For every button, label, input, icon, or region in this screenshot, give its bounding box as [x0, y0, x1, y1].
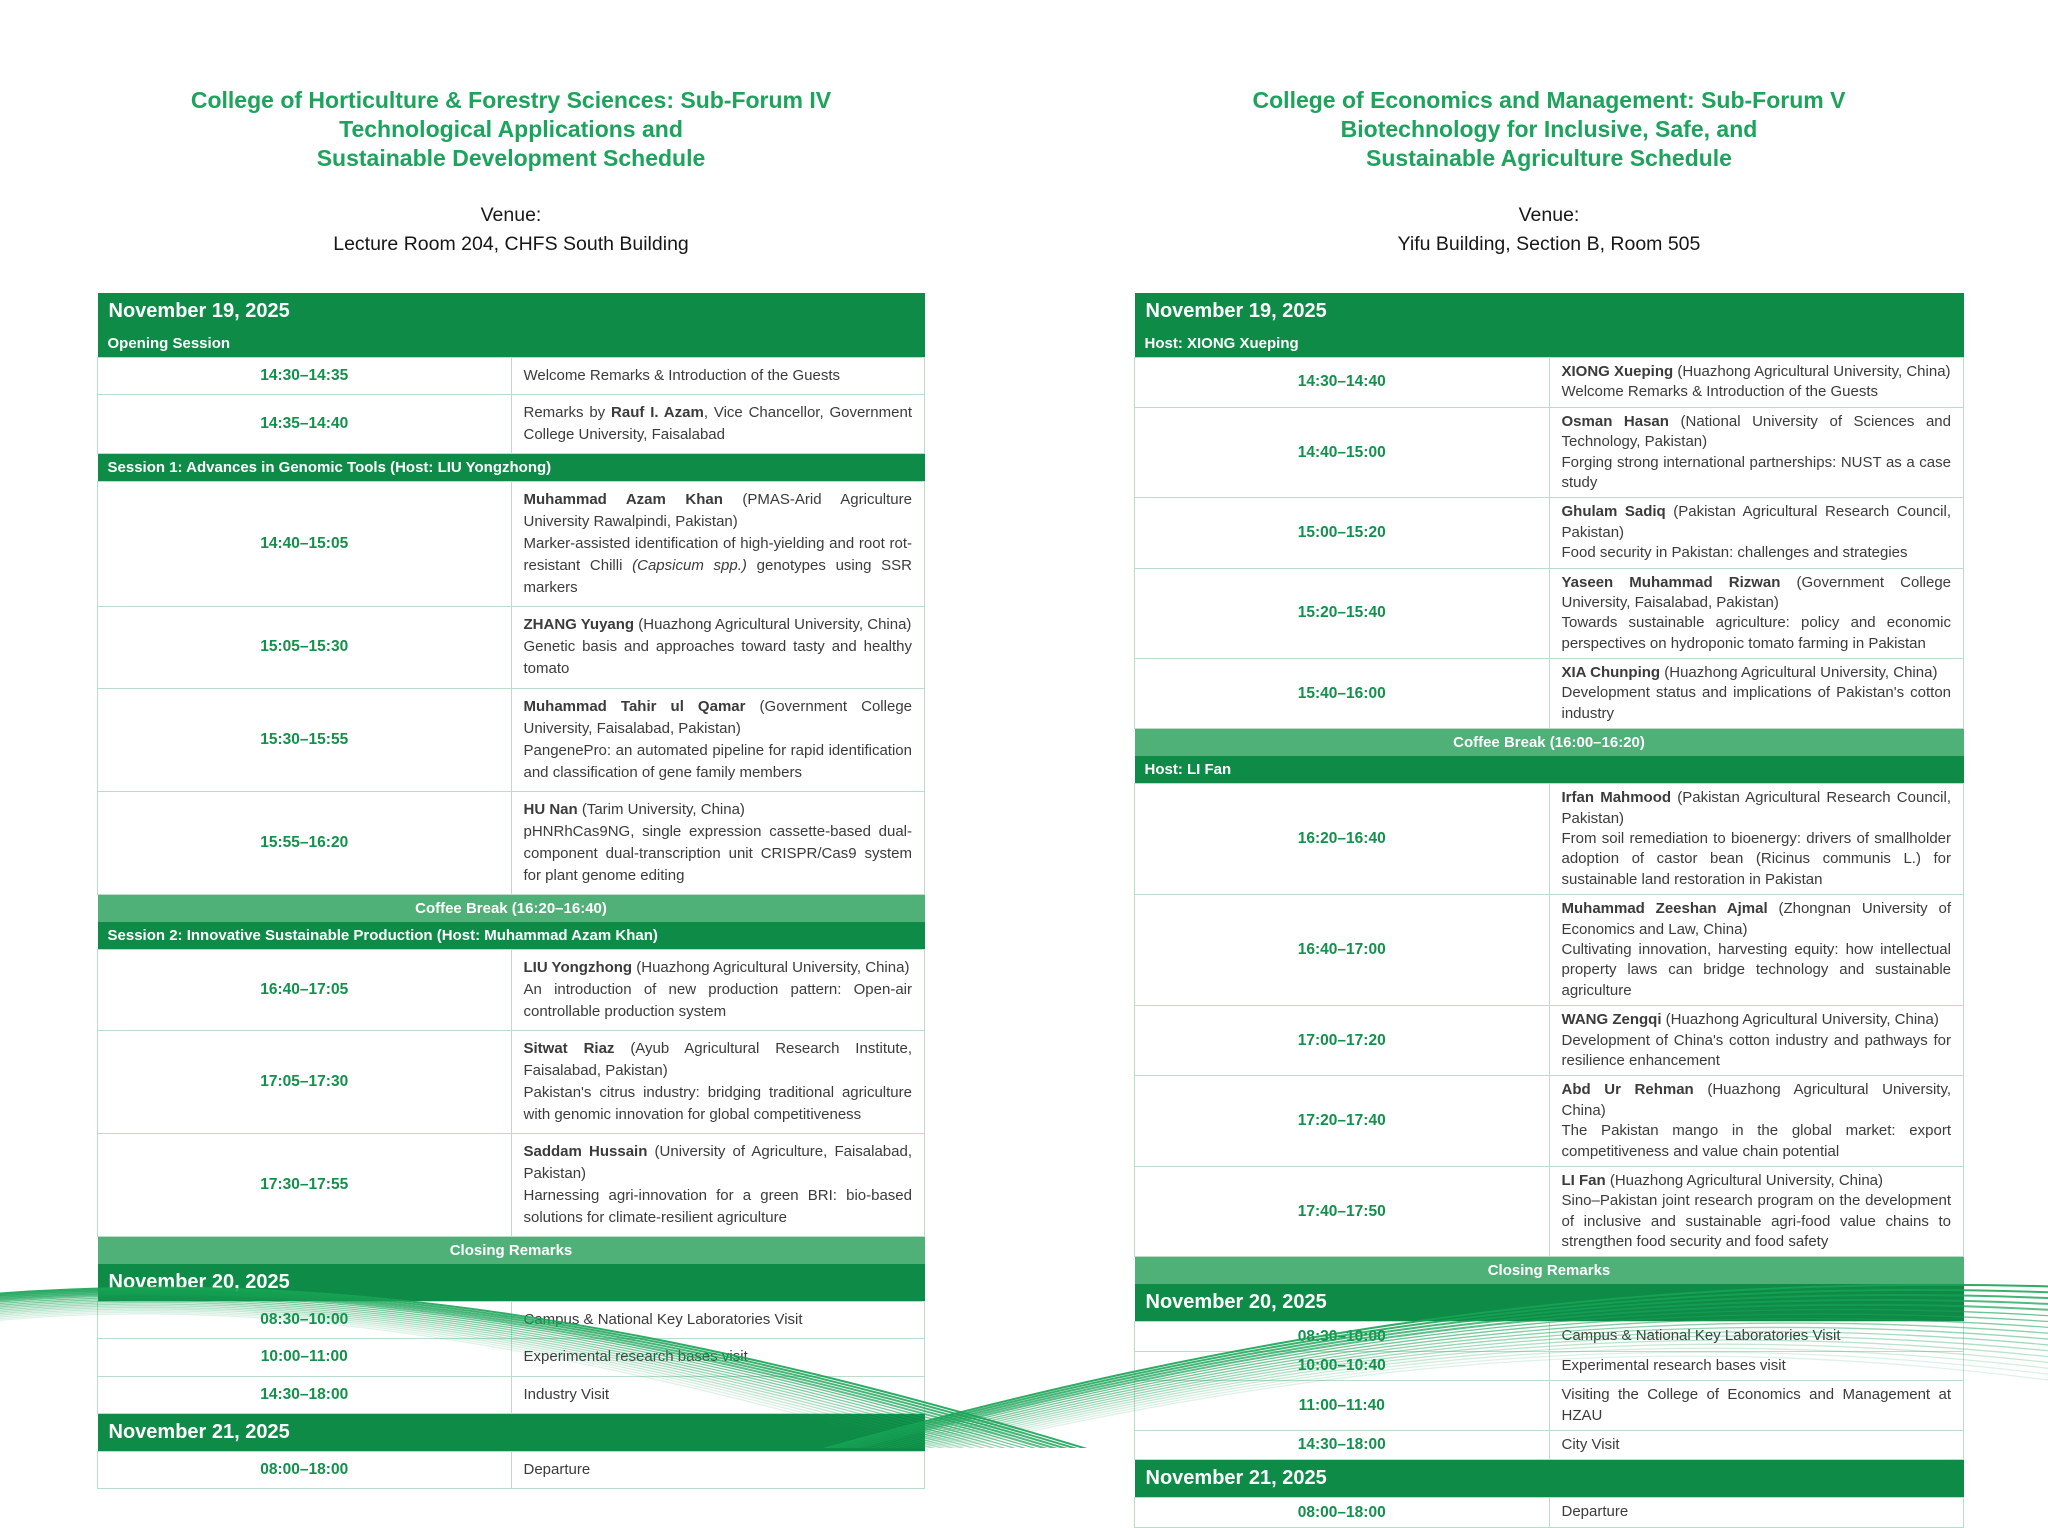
event-text: PangenePro: an automated pipeline for rapid identification and classification of gene family members [523, 741, 912, 781]
event-line [524, 614, 913, 636]
event-text: An introduction of new production pattern: Open-air controllable production system [523, 980, 912, 1020]
venue-label: Venue: [1518, 204, 1580, 226]
time-cell: 11:00–11:40 [1135, 1381, 1550, 1431]
event-line [1562, 573, 1952, 614]
event-line [524, 365, 913, 387]
session-header-row [98, 330, 925, 358]
event-line [1562, 502, 1952, 543]
event-cell [1549, 498, 1964, 568]
time-cell: 16:20–16:40 [1135, 784, 1550, 895]
break-label: Closing Remarks [98, 1237, 925, 1265]
date-label: November 20, 2025 [1135, 1284, 1964, 1322]
session-header-row [1135, 756, 1964, 784]
wave-line [0, 1299, 1180, 1448]
event-cell [1549, 568, 1964, 659]
event-line [524, 1185, 913, 1229]
event-line [524, 489, 913, 533]
speaker-name: Yaseen Muhammad Rizwan [1561, 573, 1781, 591]
date-label: November 20, 2025 [98, 1264, 925, 1302]
event-line [1562, 940, 1952, 1001]
date-header-row [1135, 293, 1964, 330]
event-cell [511, 1134, 925, 1237]
time-cell: 14:40–15:00 [1135, 407, 1550, 498]
venue-block [1134, 201, 1964, 259]
speaker-name: XIONG Xueping [1561, 363, 1674, 380]
event-text: (PMAS-Arid Agriculture University Rawalpindi, Pakistan) [523, 491, 912, 531]
event-cell [511, 358, 925, 395]
time-cell: 14:30–14:40 [1135, 358, 1550, 408]
speaker-name: Sitwat Riaz [523, 1040, 615, 1058]
speaker-name: Muhammad Zeeshan Ajmal [1561, 900, 1768, 918]
event-line [1562, 1031, 1952, 1072]
date-label: November 19, 2025 [98, 293, 925, 330]
event-text: (Huazhong Agricultural University, China) [1673, 363, 1951, 380]
event-cell [511, 1451, 925, 1488]
time-cell: 08:30–10:00 [1135, 1322, 1550, 1351]
event-line [1562, 829, 1952, 890]
session-label: Host: XIONG Xueping [1135, 330, 1964, 358]
forum-title-line: Technological Applications and [339, 116, 683, 142]
break-label: Coffee Break (16:20–16:40) [98, 894, 925, 922]
event-text: Departure [523, 1460, 591, 1478]
event-line [524, 1459, 913, 1481]
event-text: Experimental research bases visit [1561, 1356, 1786, 1374]
speaker-name: XIA Chunping [1561, 664, 1661, 682]
wave-line [750, 1332, 2048, 1448]
event-cell [511, 791, 925, 894]
event-line [524, 821, 913, 887]
session-header-row [98, 454, 925, 482]
event-text: Marker-assisted identification of high-yielding and root rot-resistant Chilli [523, 535, 912, 575]
schedule-row [1135, 784, 1964, 895]
time-cell: 15:05–15:30 [98, 607, 512, 688]
event-line [524, 1082, 913, 1126]
time-cell: 14:30–18:00 [1135, 1431, 1550, 1460]
event-text: (Tarim University, China) [577, 800, 745, 818]
event-text: (National University of Sciences and Technology, Pakistan) [1561, 412, 1951, 451]
forum-title [97, 86, 925, 173]
event-text: Harnessing agri-innovation for a green BRI: bio-based solutions for climate-resilient agriculture [523, 1187, 912, 1227]
event-cell [1549, 784, 1964, 895]
event-cell [1549, 1006, 1964, 1076]
time-cell: 10:00–11:00 [98, 1339, 512, 1376]
time-cell: 14:40–15:05 [98, 482, 512, 607]
time-cell: 14:30–14:35 [98, 358, 512, 395]
speaker-name: Ghulam Sadiq [1561, 503, 1666, 521]
time-cell: 17:40–17:50 [1135, 1166, 1550, 1257]
event-cell [1549, 895, 1964, 1006]
time-cell: 15:30–15:55 [98, 688, 512, 791]
time-cell: 17:05–17:30 [98, 1031, 512, 1134]
time-cell: 08:00–18:00 [1135, 1498, 1550, 1527]
event-text: Visiting the College of Economics and Management at HZAU [1561, 1386, 1951, 1424]
event-text: Campus & National Key Laboratories Visit [1561, 1327, 1841, 1345]
event-cell [1549, 1076, 1964, 1167]
speaker-name: ZHANG Yuyang [523, 616, 635, 634]
event-text: (Government College University, Faisalabad, Pakistan) [523, 697, 913, 737]
speaker-name: Osman Hasan [1561, 412, 1669, 430]
event-text: Pakistan's citrus industry: bridging traditional agriculture with genomic innovation for global competitiveness [523, 1084, 912, 1124]
session-label: Opening Session [98, 330, 925, 358]
event-text: Sino–Pakistan joint research program on the development of inclusive and sustainable agri-food value chains to strengthen food security and food safety [1561, 1192, 1951, 1251]
event-line [1562, 788, 1952, 829]
event-text: Industry Visit [523, 1385, 610, 1403]
break-label: Coffee Break (16:00–16:20) [1135, 729, 1964, 757]
event-line [524, 533, 913, 599]
event-cell [1549, 407, 1964, 498]
event-text: Development of China's cotton industry and pathways for resilience enhancement [1561, 1031, 1951, 1069]
event-text: (Pakistan Agricultural Research Council, Pakistan) [1561, 503, 1951, 541]
date-label: November 21, 2025 [1135, 1460, 1964, 1498]
event-line [1562, 899, 1952, 940]
time-cell: 15:00–15:20 [1135, 498, 1550, 568]
event-line [1562, 1121, 1952, 1162]
event-text: genotypes using SSR markers [523, 557, 912, 597]
event-cell [511, 607, 925, 688]
event-line [1562, 1080, 1952, 1121]
event-cell [1549, 659, 1964, 729]
schedule-row [98, 1134, 925, 1237]
event-cell [511, 949, 925, 1030]
session-label: Session 2: Innovative Sustainable Production (Host: Muhammad Azam Khan) [98, 922, 925, 950]
session-header-row [1135, 330, 1964, 358]
break-header-row [1135, 729, 1964, 757]
wave-line [0, 1297, 1180, 1448]
event-text: , Vice Chancellor, Government College University, Faisalabad [523, 404, 912, 444]
forum-title-line: Sustainable Agriculture Schedule [1366, 145, 1732, 171]
event-text: pHNRhCas9NG, single expression cassette-based dual-component dual-transcription unit CRISPR/Cas9 system for plant genome editing [523, 822, 912, 884]
forum-title-line: College of Economics and Management: Sub-Forum V [1252, 87, 1846, 113]
schedule-row [1135, 358, 1964, 408]
speaker-name: Muhammad Azam Khan [523, 491, 723, 509]
forum-title-line: Biotechnology for Inclusive, Safe, and [1340, 116, 1758, 142]
venue-label: Venue: [480, 204, 542, 226]
schedule-row [1135, 1076, 1964, 1167]
event-text: (Government College University, Faisalabad, Pakistan) [1561, 573, 1952, 611]
event-line [1562, 382, 1952, 402]
event-line [1562, 1171, 1952, 1191]
event-line [1562, 1010, 1952, 1030]
schedule-row [98, 949, 925, 1030]
speaker-name: Abd Ur Rehman [1561, 1081, 1694, 1099]
forum-title [1134, 86, 1964, 173]
time-cell: 10:00–10:40 [1135, 1351, 1550, 1380]
schedule-row [1135, 568, 1964, 659]
date-label: November 19, 2025 [1135, 293, 1964, 330]
date-label: November 21, 2025 [98, 1413, 925, 1451]
event-text: (Zhongnan University of Economics and Law, China) [1561, 900, 1951, 938]
event-cell [511, 395, 925, 454]
schedule-row [98, 1031, 925, 1134]
time-cell: 14:30–18:00 [98, 1376, 512, 1413]
speaker-name: Rauf I. Azam [611, 404, 704, 422]
speaker-name: LIU Yongzhong [523, 958, 633, 976]
event-text: (Capsicum spp.) [632, 557, 747, 575]
time-cell: 16:40–17:05 [98, 949, 512, 1030]
time-cell: 15:40–16:00 [1135, 659, 1550, 729]
time-cell: 17:20–17:40 [1135, 1076, 1550, 1167]
event-line [1562, 362, 1952, 382]
venue-location: Lecture Room 204, CHFS South Building [333, 233, 689, 255]
schedule-row [1135, 1006, 1964, 1076]
event-text: Experimental research bases visit [523, 1348, 748, 1366]
time-cell: 15:20–15:40 [1135, 568, 1550, 659]
event-line [1562, 1191, 1952, 1252]
event-line [524, 696, 913, 740]
schedule-row [98, 607, 925, 688]
event-line [524, 1038, 913, 1082]
event-cell [1549, 1166, 1964, 1257]
event-cell [511, 482, 925, 607]
schedule-row [98, 1451, 925, 1488]
speaker-name: Saddam Hussain [523, 1143, 648, 1161]
event-text: Food security in Pakistan: challenges and strategies [1561, 544, 1908, 562]
event-text: The Pakistan mango in the global market: export competitiveness and value chain potential [1561, 1122, 1951, 1160]
event-text: From soil remediation to bioenergy: drivers of smallholder adoption of castor bean (Ricinus communis L.) for sustainable land restoration in Pakistan [1561, 830, 1951, 888]
event-line [1562, 683, 1952, 724]
time-cell: 17:30–17:55 [98, 1134, 512, 1237]
event-text: (Huazhong Agricultural University, China) [1660, 664, 1938, 682]
event-line [1562, 453, 1952, 494]
event-line [524, 799, 913, 821]
event-cell [1549, 1498, 1964, 1527]
event-text: (Ayub Agricultural Research Institute, Faisalabad, Pakistan) [523, 1040, 913, 1080]
event-line [524, 636, 913, 680]
schedule-row [98, 791, 925, 894]
date-header-row [1135, 1460, 1964, 1498]
venue-block [97, 201, 925, 259]
date-header-row [98, 293, 925, 330]
event-text: Forging strong international partnerships: NUST as a case study [1561, 453, 1951, 491]
schedule-row [98, 482, 925, 607]
event-line [524, 979, 913, 1023]
event-text: (Huazhong Agricultural University, China) [634, 616, 912, 634]
event-text: Campus & National Key Laboratories Visit [523, 1311, 803, 1329]
forum-title-line: Sustainable Development Schedule [316, 145, 706, 171]
time-cell: 17:00–17:20 [1135, 1006, 1550, 1076]
event-text: (University of Agriculture, Faisalabad, Pakistan) [523, 1143, 912, 1183]
event-line [524, 957, 913, 979]
session-label: Session 1: Advances in Genomic Tools (Host: LIU Yongzhong) [98, 454, 925, 482]
event-text: (Huazhong Agricultural University, China) [1661, 1011, 1939, 1029]
schedule-row [1135, 659, 1964, 729]
time-cell: 14:35–14:40 [98, 395, 512, 454]
schedule-row [1135, 1498, 1964, 1527]
break-header-row [98, 894, 925, 922]
event-text: Towards sustainable agriculture: policy and economic perspectives on hydroponic tomato farming in Pakistan [1561, 614, 1951, 652]
session-header-row [98, 922, 925, 950]
time-cell: 08:00–18:00 [98, 1451, 512, 1488]
event-text: Welcome Remarks & Introduction of the Guests [1561, 383, 1879, 401]
time-cell: 16:40–17:00 [1135, 895, 1550, 1006]
speaker-name: HU Nan [523, 800, 578, 818]
event-cell [511, 688, 925, 791]
schedule-row [98, 688, 925, 791]
schedule-row [1135, 498, 1964, 568]
event-line [524, 740, 913, 784]
event-text: (Huazhong Agricultural University, China) [632, 958, 910, 976]
schedule-row [98, 395, 925, 454]
event-cell [511, 1031, 925, 1134]
schedule-row [1135, 407, 1964, 498]
event-text: Cultivating innovation, harvesting equity: how intellectual property laws can bridge technology and sustainable agriculture [1561, 940, 1951, 999]
event-text: Remarks by [523, 404, 612, 422]
decorative-wave-graphic [0, 1253, 2048, 1448]
event-text: (Huazhong Agricultural University, China) [1561, 1081, 1952, 1119]
break-label: Closing Remarks [1135, 1257, 1964, 1285]
speaker-name: Irfan Mahmood [1561, 789, 1672, 807]
event-text: Genetic basis and approaches toward tasty and healthy tomato [523, 638, 912, 678]
schedule-row [98, 358, 925, 395]
event-text: Departure [1561, 1503, 1629, 1521]
event-line [1562, 1502, 1952, 1522]
wave-line [0, 1301, 1180, 1448]
forum-title-line: College of Horticulture & Forestry Sciences: Sub-Forum IV [190, 87, 832, 113]
time-cell: 08:30–10:00 [98, 1302, 512, 1339]
event-text: City Visit [1561, 1436, 1620, 1454]
speaker-name: WANG Zengqi [1561, 1011, 1662, 1029]
event-cell [1549, 358, 1964, 408]
event-text: (Huazhong Agricultural University, China) [1605, 1171, 1884, 1189]
event-text: Welcome Remarks & Introduction of the Guests [523, 367, 841, 384]
speaker-name: LI Fan [1561, 1171, 1606, 1189]
event-text: (Pakistan Agricultural Research Council, Pakistan) [1561, 789, 1951, 827]
event-line [524, 1141, 913, 1185]
time-cell: 15:55–16:20 [98, 791, 512, 894]
schedule-row [1135, 1166, 1964, 1257]
event-line [1562, 613, 1952, 654]
speaker-name: Muhammad Tahir ul Qamar [523, 697, 746, 715]
event-line [1562, 663, 1952, 683]
venue-location: Yifu Building, Section B, Room 505 [1397, 233, 1701, 255]
schedule-row [1135, 895, 1964, 1006]
event-line [524, 402, 913, 446]
event-line [1562, 412, 1952, 453]
event-line [1562, 543, 1952, 563]
session-label: Host: LI Fan [1135, 756, 1964, 784]
event-text: Development status and implications of Pakistan's cotton industry [1561, 684, 1951, 722]
